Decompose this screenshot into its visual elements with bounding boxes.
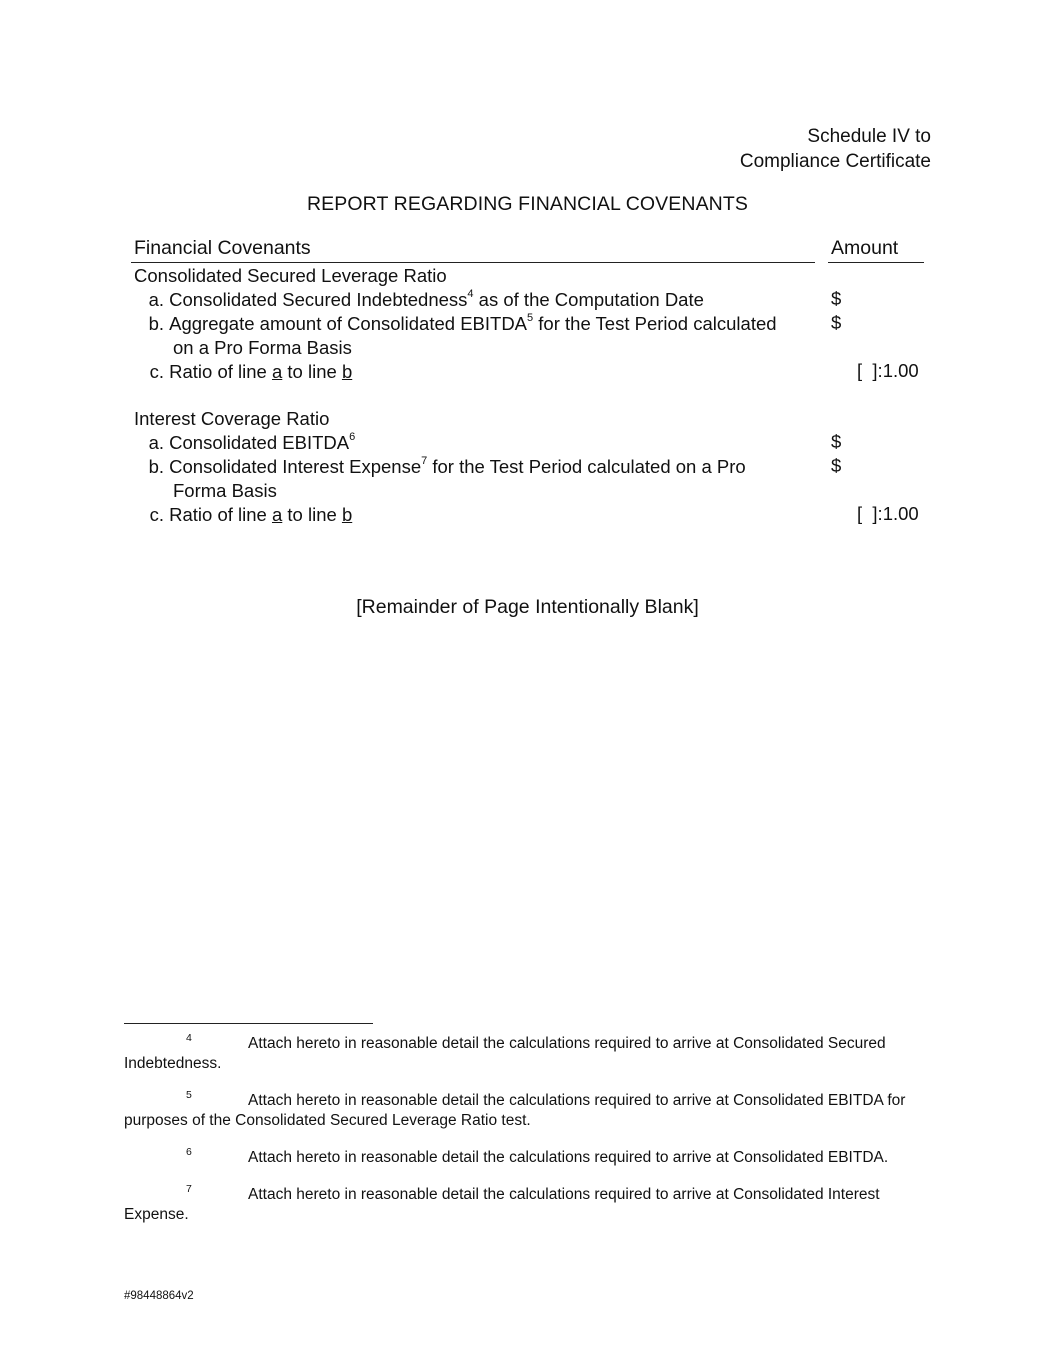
- item-label: b.: [148, 313, 164, 334]
- item-label: b.: [148, 456, 164, 477]
- column-header-covenants: Financial Covenants: [134, 237, 311, 259]
- section-heading-interest: Interest Coverage Ratio: [134, 408, 330, 429]
- document-id: #98448864v2: [124, 1290, 194, 1302]
- leverage-item-b-continuation: on a Pro Forma Basis: [173, 337, 352, 358]
- leverage-item-c: c. Ratio of line a to line b: [139, 360, 352, 384]
- interest-item-b-continuation: Forma Basis: [173, 480, 277, 501]
- footnote-text: Attach hereto in reasonable detail the calculations required to arrive at Consolidated EBITDA for purposes of the Consolidated Secured Leverage Ratio test.: [124, 1092, 906, 1129]
- footnote-4: [124, 1034, 924, 1074]
- interest-item-b: b. Consolidated Interest Expense$^7$ for the Test Period calculated on a Pro: [139, 455, 746, 479]
- schedule-line-1: Schedule IV to: [807, 126, 931, 147]
- footnote-separator: [124, 1023, 373, 1024]
- leverage-ratio-value: [ ]:1.00: [857, 360, 919, 381]
- footnote-6: [124, 1148, 924, 1168]
- leverage-item-b: b. Aggregate amount of Consolidated EBITDA$^5$ for the Test Period calculated: [139, 312, 777, 336]
- schedule-reference: [740, 124, 931, 174]
- leverage-item-b-amount: $: [831, 312, 842, 333]
- footnote-number: 5: [186, 1089, 192, 1101]
- footnote-5: [124, 1091, 924, 1131]
- interest-item-a: a. Consolidated EBITDA$^6$: [139, 431, 355, 455]
- footnote-text: Attach hereto in reasonable detail the calculations required to arrive at Consolidated Interest Expense.: [124, 1186, 880, 1223]
- leverage-item-a-amount: $: [831, 288, 842, 309]
- footnote-7: [124, 1185, 924, 1225]
- footnote-text: Attach hereto in reasonable detail the calculations required to arrive at Consolidated EBITDA.: [248, 1149, 889, 1166]
- footnote-ref: 7: [421, 454, 428, 467]
- report-title: REPORT REGARDING FINANCIAL COVENANTS: [307, 193, 748, 215]
- footnote-number: 7: [186, 1183, 192, 1195]
- interest-item-b-amount: $: [831, 455, 842, 476]
- footnote-ref: 6: [349, 430, 356, 443]
- section-heading-leverage: Consolidated Secured Leverage Ratio: [134, 265, 447, 286]
- header-rule-covenants: [131, 262, 815, 263]
- remainder-blank-note: [Remainder of Page Intentionally Blank]: [356, 596, 699, 618]
- item-label: a.: [148, 432, 164, 453]
- interest-ratio-value: [ ]:1.00: [857, 503, 919, 524]
- header-rule-amount: [828, 262, 924, 263]
- item-label: c.: [149, 361, 164, 382]
- footnote-ref: 5: [527, 311, 534, 324]
- footnote-ref: 4: [467, 287, 474, 300]
- item-label: a.: [148, 289, 164, 310]
- footnote-number: 4: [186, 1032, 192, 1044]
- leverage-item-a: a. Consolidated Secured Indebtedness$^4$ as of the Computation Date: [139, 288, 704, 312]
- footnote-number: 6: [186, 1146, 192, 1158]
- schedule-line-2: Compliance Certificate: [739, 151, 931, 172]
- item-label: c.: [149, 504, 164, 525]
- interest-item-c: c. Ratio of line a to line b: [139, 503, 352, 527]
- footnote-text: Attach hereto in reasonable detail the calculations required to arrive at Consolidated Secured Indebtedness.: [124, 1035, 886, 1072]
- interest-item-a-amount: $: [831, 431, 842, 452]
- column-header-amount: Amount: [831, 237, 899, 259]
